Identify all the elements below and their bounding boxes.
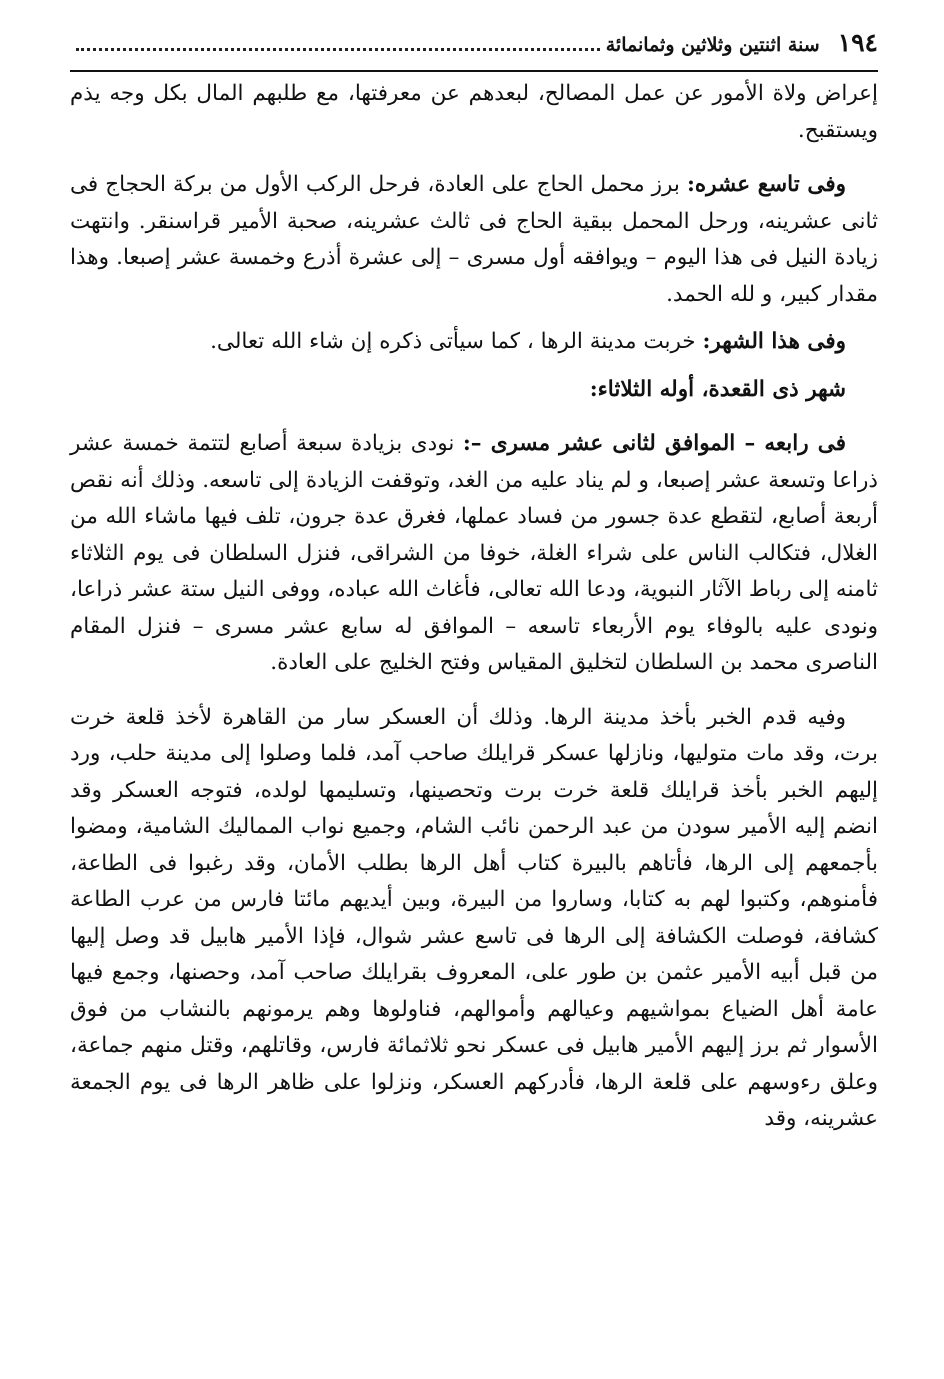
paragraph <box>70 426 878 682</box>
paragraph <box>70 76 878 149</box>
paragraph-lead: وفى تاسع عشره: <box>686 172 846 197</box>
paragraph-text: نودى بزيادة سبعة أصابع لتتمة خمسة عشر ذراعا وتسعة عشر إصبعا، و لم يناد عليه من الغد، وتوقفت الزيادة إلى تاسعه. وذلك أنه نقص أربعة أصابع، لتقطع عدة جسور من فساد عملها، فغرق عدة جرون، تلف فيها ماشاء الله من الغلال، فتكالب الناس على شراء الغلة، خوفا من الشراقى، فنزل السلطان فى يوم الثلاثاء ثامنه إلى رباط الآثار النبوية، ودعا الله تعالى، فأغاث الله عباده، ووفى النيل ستة عشر ذراعا، ونودى عليه بالوفاء يوم الأربعاء تاسعه – الموافق له سابع عشر مسرى – فنزل المقام الناصرى محمد بن السلطان لتخليق المقياس وفتح الخليج على العادة. <box>70 431 878 675</box>
running-title: سنة اثنتين وثلاثين وثمانمائة <box>605 34 820 56</box>
paragraph-text: خربت مدينة الرها ، كما سيأتى ذكره إن شاء الله تعالى. <box>210 329 703 354</box>
paragraph-text: وفيه قدم الخبر بأخذ مدينة الرها. وذلك أن العسكر سار من القاهرة لأخذ قلعة خرت برت، وقد مات متوليها، ونازلها عسكر قرايلك صاحب آمد، فلما وصلوا إلى مدينة حلب، ورد إليهم الخبر بأخذ قرايلك قلعة خرت برت وتحصينها، وتسليمها لولده، فتوجه العسكر وقد انضم إليه الأمير سودن من عبد الرحمن نائب الشام، وجميع نواب المماليك الشامية، ومضوا بأجمعهم إلى الرها، فأتاهم بالبيرة كتاب أهل الرها بطلب الأمان، وقد رغبوا فى الطاعة، فأمنوهم، وكتبوا لهم به كتابا، وساروا من البيرة، وبين أيديهم مائتا فارس من عرب الطاعة كشافة، فوصلت الكشافة إلى الرها فى تاسع عشر شوال، فإذا الأمير هابيل قد وصل إليها من قبل أبيه الأمير عثمن بن طور على، المعروف بقرايلك صاحب آمد، وحصنها، وجمع فيها عامة أهل الضياع بمواشيهم وعيالهم وأموالهم، فناولوها وهم يرمونهم بالنشاب من فوق الأسوار ثم برز إليهم الأمير هابيل فى عسكر نحو ثلاثمائة فارس، وقاتلهم، وقتل منهم جماعة، وعلق رءوسهم على قلعة الرها، فأدركهم العسكر، ونزلوا على ظاهر الرها فى يوم الجمعة عشرينه، وقد <box>70 704 878 1131</box>
leader-dots <box>76 47 600 51</box>
paragraph <box>70 700 878 1138</box>
running-header <box>70 28 878 72</box>
paragraph-lead: وفى هذا الشهر: <box>702 329 846 354</box>
paragraph <box>70 324 878 361</box>
paragraph-lead: فى رابعه – الموافق لثانى عشر مسرى –: <box>462 431 846 456</box>
page-number: ١٩٤ <box>837 28 878 57</box>
paragraph-text: برز محمل الحاج على العادة، فرحل الركب الأول من بركة الحجاج فى ثانى عشرينه، ورحل المحمل ببقية الحاج فى ثالث عشرينه، صحبة الأمير قراسنقر. وانتهت زيادة النيل فى هذا اليوم – ويوافقه أول مسرى – إلى عشرة أذرع وخمسة عشر إصبعا. وهذا مقدار كبير، و لله الحمد. <box>70 172 878 307</box>
body-text <box>70 76 878 1138</box>
paragraph-text: إعراض ولاة الأمور عن عمل المصالح، لبعدهم عن معرفتها، مع طلبهم المال بكل وجه يذم ويستقبح. <box>70 81 878 143</box>
month-heading <box>70 372 878 409</box>
month-heading-text: شهر ذى القعدة، أوله الثلاثاء: <box>589 376 846 402</box>
document-page <box>70 28 878 1348</box>
paragraph <box>70 167 878 313</box>
